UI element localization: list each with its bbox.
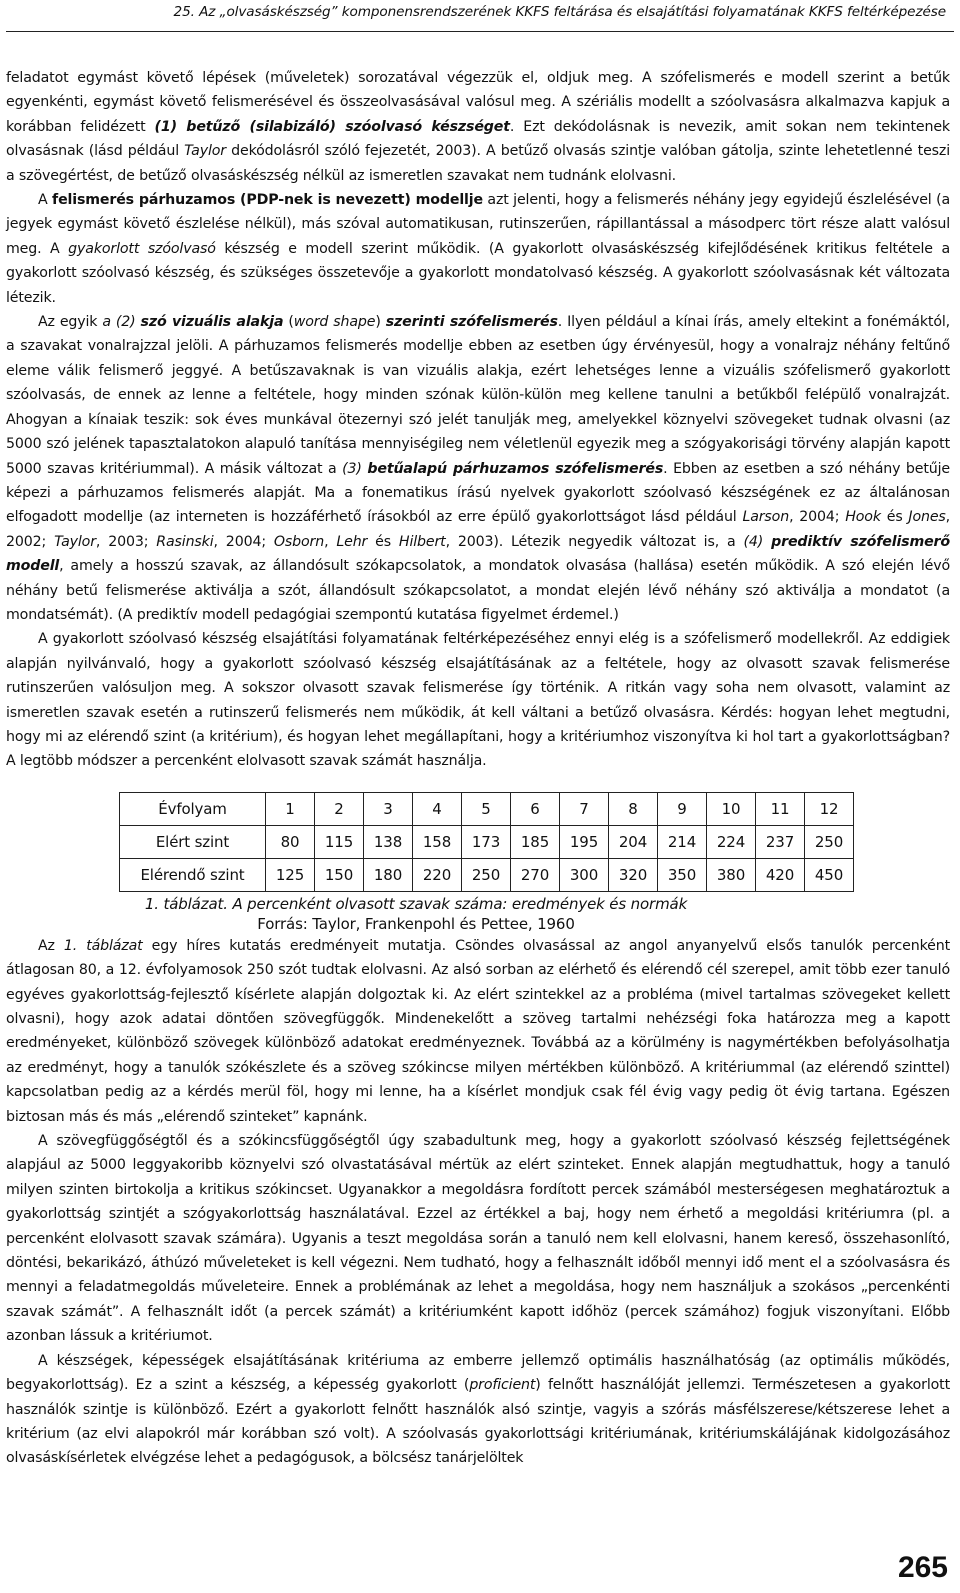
table-cell: 8 [609,792,658,825]
table-cell: 12 [805,792,854,825]
table-cell: 224 [707,825,756,858]
table-cell: 6 [511,792,560,825]
table-cell: 158 [413,825,462,858]
table-cell: 80 [266,825,315,858]
table-cell: 7 [560,792,609,825]
citation-author: Hilbert [398,533,446,550]
emphasis-run: prediktív szófelismerő modell [6,533,950,575]
table-cell: 237 [756,825,805,858]
paragraph-1 [6,66,950,188]
text-run: , 2003). Létezik negyedik változat is, a [445,533,744,550]
table-row [120,858,854,891]
table-cell: 380 [707,858,756,891]
table-row [120,792,854,825]
table-cell: 204 [609,825,658,858]
italic-run: gyakorlott szóolvasó [68,240,216,257]
text-run: egy híres kutatás eredményeit mutatja. Csöndes olvasással az angol anyanyelvű elsős tanulók percenként átlagosan 80, a 12. évfolyamosok 250 szót tudtak elolvasni. Az alsó sorban az elérhető és elérendő cél szerepel, amit több ezer tanuló egyéves gyakorlottság-fejlesztő kísérlete alapján dolgoztak ki. Az elért szintekkel az a probléma (mivel tartalmas szövegeket kellett olvasni), hogy azok adatai döntően szövegfüggők. Mindenekelőtt a szöveg tartalmi nehézségi foka határozza meg a kapott eredményeket, különböző szövegek különböző adatokat eredményeznek. Továbbá az a körülmény is nagymértékben befolyásolhatja az eredményt, hogy a tanulók szókészlete és a szöveg szókincse milyen mértékben különböző. A kritériummal (az elérendő szinttel) kapcsolatban pedig az a kérdés merül föl, hogy mi lenne, ha a kísérlet mondjuk csak fél évig vagy pedig öt évig tartana. Egészen biztosan más és más „elérendő szinteket” kapnánk. [6,937,950,1125]
text-run: és [880,509,909,526]
text-run: készség e modell szerint működik. (A gyakorlott olvasáskészség kifejlődésének kritikus feltétele a gyakorlott szóolvasó készség, és szükséges összetevője a gyakorlott mondatolvasó készség. A gyakorlott szóolvasásnak két változata létezik. [6,240,951,306]
running-header [0,0,960,32]
emphasis-run: szó vizuális alakja [140,314,284,331]
table-cell: 138 [364,825,413,858]
table-cell: 11 [756,792,805,825]
citation-author: Larson [742,509,790,526]
citation-author: Jones [908,509,946,526]
table-cell: 220 [413,858,462,891]
table-cell: 173 [462,825,511,858]
table-cell: 150 [315,858,364,891]
table-cell: 214 [658,825,707,858]
citation-author: Taylor [54,533,96,550]
table-caption [136,894,696,934]
table-cell: 9 [658,792,707,825]
text-run: , 2003; [95,533,157,550]
table-cell: 420 [756,858,805,891]
text-run: azt jelenti, hogy a felismerés néhány jegy egyidejű észlelésével (a jegyek egymást követő észlelése nélkül), más szóval automatikusan, rutinszerűen, rápillantással a másodperc tört része alatt valósul meg. A [6,192,950,257]
table-cell: 270 [511,858,560,891]
text-run: A készségek, képességek elsajátításának kritériuma az emberre jellemző optimális használhatóság (az optimális működés, begyakorlottság). Ez a szint a készség, a képesség gyakorlott ( [6,1352,950,1394]
table-cell: 300 [560,858,609,891]
italic-run: a (2) [102,314,141,331]
italic-run: proficient [469,1377,536,1394]
table-cell: 450 [805,858,854,891]
text-run: , 2002; [6,509,951,550]
table-cell: 195 [560,825,609,858]
table-cell: 3 [364,792,413,825]
text-run: feladatot egymást követő lépések (műveletek) sorozatával végezzük el, oldjuk meg. A szófelismerés e modell szerint a betűk egyenkénti, egymást követő felismerésével és összeolvasásával valósul meg. A szériális modellt a szóolvasásra alkalmazva kapjuk a korábban felidézett [6,70,950,135]
text-run: Az egyik [38,314,103,331]
table-reference: 1. táblázat [63,937,143,954]
text-run: ( [283,314,294,331]
citation-author: Hook [845,509,881,526]
text-run: . Ebben az esetben a szó néhány betűje képezi a párhuzamos felismerés alapját. Ma a fonematikus írású nyelvek gyakorlott szóolvasó készségének ez az általánosan elfogadott modellje (az interneten is hozzáférhető írásokból az erre épülő gyakorlottságot lásd például [6,460,950,526]
emphasis-run: szerinti szófelismerés [385,314,558,331]
italic-run: (4) [743,533,772,550]
citation-author: Rasinski [156,533,214,550]
results-table [119,792,854,892]
table-caption-title: 1. táblázat. A percenként olvasott szavak száma: eredmények és normák [144,894,688,913]
page-number: 265 [897,1551,948,1584]
text-run: . Ezt dekódolásnak is nevezik, amit sokan nem tekintenek olvasásnak (lásd például [6,118,950,160]
text-run: és [367,533,399,550]
citation-author: Lehr [336,533,368,550]
table-row [120,825,854,858]
citation-author: Taylor [184,143,226,160]
table-cell: 125 [266,858,315,891]
table-cell: 4 [413,792,462,825]
paragraph-6: A szövegfüggőségtől és a szókincsfüggőségtől úgy szabadultunk meg, hogy a gyakorlott szóolvasó készség fejlettségének alapjául az 5000 leggyakoribb köznyelvi szó olvastatásával mértük az elért szinteket. Ennek alapján megtudhattuk, hogy a tanuló milyen szinten birtokolja a kritikus szókincset. Ugyanakkor a megoldásra fordított percek számából mesterségesen meghatároztuk a gyakorlottság szintjét a szógyakorlottság használatával. Ezzel az értékkel a baj, hogy nem érhető a megoldási kritériumra (pl. a percenként elolvasott szavak számára). Ugyanis a teszt megoldása során a tanuló nem kell elolvasni, hanem kereső, összehasonlító, döntési, bekarikázó, áthúzó műveleteket is kell végezni. Nem tudható, hogy a felhasznált időből mennyi idő ment el a szóolvasásra és mennyi a feladatmegoldás műveleteire. Ennek a problémának az lehet a megoldása, hogy nem használjuk a szokásos „percenkénti szavak számát”. A felhasznált időt (a percek számát) a kritériumként kapott időhöz (percek számához) fogjuk viszonyítani. Előbb azonban lássuk a kritériumot. [6,1133,950,1345]
paragraph-7 [6,1349,950,1471]
text-run: ) [375,314,386,331]
paragraph-3 [6,310,950,627]
table-cell: 185 [511,825,560,858]
table-row-header: Évfolyam [120,792,266,825]
emphasis-run: betűalapú párhuzamos szófelismerés [367,460,664,477]
italic-run: word shape [293,314,376,331]
table-cell: 180 [364,858,413,891]
text-run: , [324,533,337,550]
text-run: , 2004; [789,509,846,526]
text-run: ) felnőtt használóját jellemzi. Természetesen a gyakorlott használók szintje is különböző. Ezért a gyakorlott felnőtt használók alsó szintje, vagyis a szórás másfélszerese/kétszerese lehet a kritérium (az elvi alapokról már korábban szó volt). A szóolvasás gyakorlottsági kritériumának, kritériumskálájának kidolgozásához olvasáskísérletek elvégzése lehet a pedagógusok, a bölcsész tanárjelöltek [6,1377,950,1467]
paragraph-4: A gyakorlott szóolvasó készség elsajátítási folyamatának feltérképezéséhez ennyi elég is a szófelismerő modellekről. Az eddigiek alapján nyilvánvaló, hogy a gyakorlott szóolvasó készség elsajátításának az a feltétele, hogy az olvasott szavak felismerése rutinszerűen valósuljon meg. A sokszor olvasott szavak felismerése így történik. A ritkán vagy soha nem olvasott, valamint az ismeretlen szavak esetén a rutinszerű felismerés nem működik, át kell váltani a betűző olvasásra. Kérdés: hogyan lehet megtudni, hogy mi az elérendő szint (a kritérium), és hogyan lehet megállapítani, hogy a kritériumhoz viszonyítva ki hol tart a gyakorlottságban? A legtöbb módszer a percenként elolvasott szavak számát használja. [6,631,950,770]
paragraph-5 [6,934,950,1129]
table-cell: 250 [805,825,854,858]
citation-author: Osborn [273,533,325,550]
text-run: Az [38,937,64,954]
text-run: . Ilyen például a kínai írás, amely eltekint a fonémáktól, a szavakat vonalrajzzal jelöli. A párhuzamos felismerés modellje ebben az esetben úgy érvényesül, hogy a vonalrajz néhány feltűnő eleme válik felismerő jeggyé. A betűszavaknak is van vizuális alakja, ezért lehetséges lenne a vizuális szófelismerő gyakorlott szóolvasás, de ennek az lenne a feltétele, hogy minden szónak külön-külön meg kellene tanulni a betűkből felépülő vonalrajzát. Ahogyan a kínaiak teszik: sok éves munkával ötezernyi szó jelét tanulják meg, amelyekkel köznyelvi szövegeket tudnak olvasni (az 5000 szó jelének tapasztalatokon alapuló tanítása mennyiségileg nem véletlenül egyezik meg a szógyakorisági törvény alapján kapott 5000 szavas kritériummal). A másik változat a [6,314,950,477]
table-cell: 5 [462,792,511,825]
table-cell: 320 [609,858,658,891]
text-run: A [38,192,53,209]
running-header-title: 25. Az „olvasáskészség” komponensrendszerének KKFS feltárása és elsajátítási folyamatának KKFS feltérképezése [173,4,946,20]
table-cell: 1 [266,792,315,825]
table-row-header: Elért szint [120,825,266,858]
body-text [6,66,950,1471]
table-row-header: Elérendő szint [120,858,266,891]
emphasis-run: felismerés párhuzamos (PDP-nek is nevezett) modellje [52,192,483,209]
paragraph-2 [6,188,950,310]
table-cell: 115 [315,825,364,858]
text-run: , amely a hosszú szavak, az állandósult szókapcsolatok, a mondatok olvasása (hallása) esetén működik. A szó elején lévő néhány betű felismerése aktiválja a szót, állandósult szókapcsolatot, a mondat elején lévő néhány szó aktiválja a mondatot (a mondatsémát). (A prediktív modell pedagógiai szempontú kutatása figyelmet érdemel.) [6,558,950,623]
header-divider [6,31,954,32]
table-cell: 2 [315,792,364,825]
text-run: dekódolásról szóló fejezetét, 2003). A betűző olvasás szintje valóban gátolja, szinte lehetetlenné teszi a szövegértést, de betűző olvasáskészség nélkül az ismeretlen szavakat nem tudnánk elolvasni. [6,143,950,184]
emphasis-run: (1) betűző (silabizáló) szóolvasó készséget [154,118,510,135]
table-caption-source: Forrás: Taylor, Frankenpohl és Pettee, 1960 [257,914,575,933]
results-table-block [6,792,950,934]
table-cell: 250 [462,858,511,891]
table-cell: 10 [707,792,756,825]
text-run: , 2004; [213,533,274,550]
italic-run: (3) [342,460,368,477]
table-cell: 350 [658,858,707,891]
